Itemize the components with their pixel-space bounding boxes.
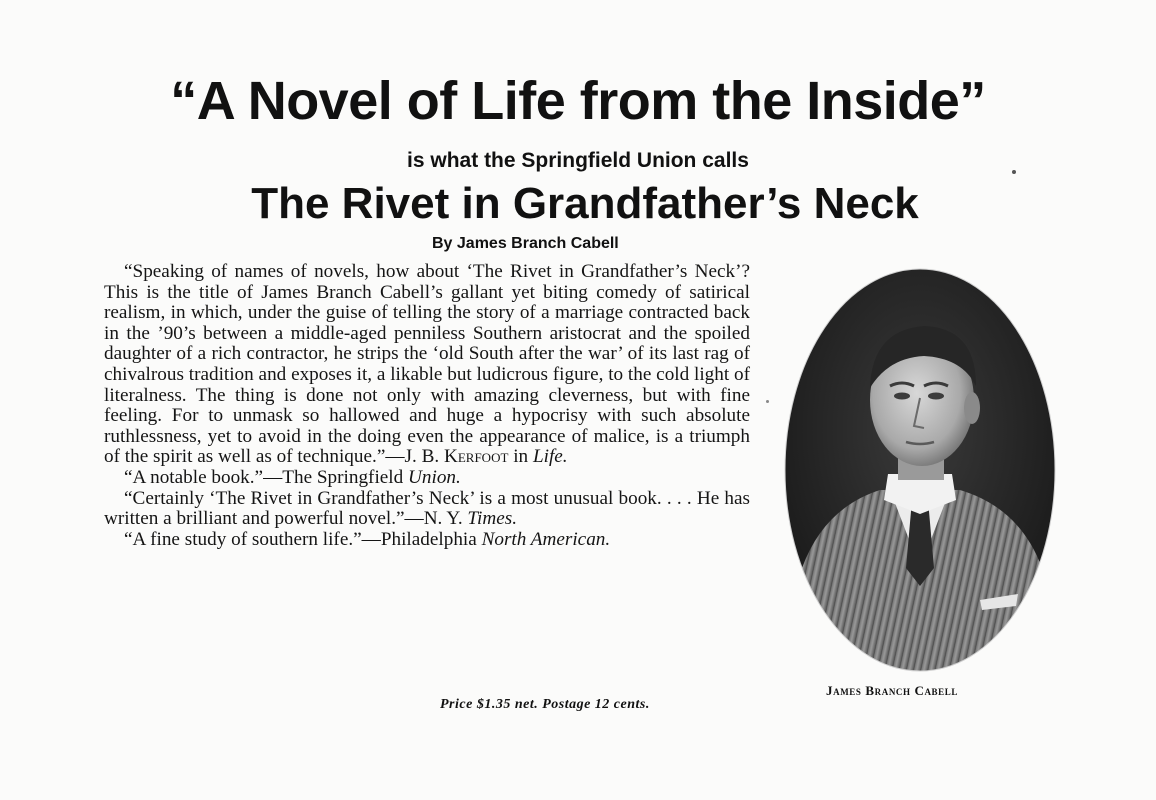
- review-kerfoot-source: Life.: [532, 446, 568, 468]
- author-portrait: [784, 268, 1056, 672]
- review-kerfoot: [104, 262, 750, 468]
- byline: By James Branch Cabell: [432, 235, 619, 252]
- reviews-column: [104, 262, 750, 550]
- review-kerfoot-author: Kerfoot: [443, 446, 509, 468]
- print-speck: [766, 400, 769, 403]
- headline: “A Novel of Life from the Inside”: [170, 71, 986, 131]
- review-philadelphia-source: North American.: [481, 528, 611, 550]
- review-springfield-source: Union.: [408, 466, 461, 488]
- review-times-source: Times.: [467, 508, 518, 530]
- review-philadelphia-text: “A fine study of southern life.”—Philadelphia: [124, 528, 477, 550]
- print-speck: [1012, 170, 1016, 174]
- review-times: [104, 489, 750, 530]
- subheadline: is what the Springfield Union calls: [407, 149, 749, 172]
- review-philadelphia: [104, 530, 750, 551]
- book-title: The Rivet in Grandfather’s Neck: [251, 179, 919, 228]
- review-kerfoot-text: “Speaking of names of novels, how about ‘The Rivet in Grandfather’s Neck’? This is the title of James Branch Cabell’s gallant yet biting comedy of satirical realism, in which, under the guise of telling the story of a marriage contracted back in the ’90’s between a middle-aged penniless Southern aristocrat and the spoiled daughter of a rich contractor, he strips the ‘old South after the war’ of its last rag of chivalrous tradition and exposes it, a likable but ludicrous figure, to the cold light of literalness. The thing is done not only with amazing cleverness, but with fine feeling. For to unmask so hallowed and huge a hypocrisy with such absolute ruthlessness, yet to avoid in the doing even the appearance of malice, is a triumph of the spirit as well as of technique.”—J. B.: [104, 261, 750, 468]
- review-kerfoot-in: in: [513, 446, 529, 468]
- review-times-text: “Certainly ‘The Rivet in Grandfather’s Neck’ is a most unusual book. . . . He has written a brilliant and powerful novel.”—N. Y.: [104, 487, 750, 530]
- portrait-caption: James Branch Cabell: [826, 683, 958, 698]
- review-springfield-text: “A notable book.”—The Springfield: [124, 466, 404, 488]
- price-line: Price $1.35 net. Postage 12 cents.: [440, 697, 650, 712]
- review-springfield: [104, 468, 750, 489]
